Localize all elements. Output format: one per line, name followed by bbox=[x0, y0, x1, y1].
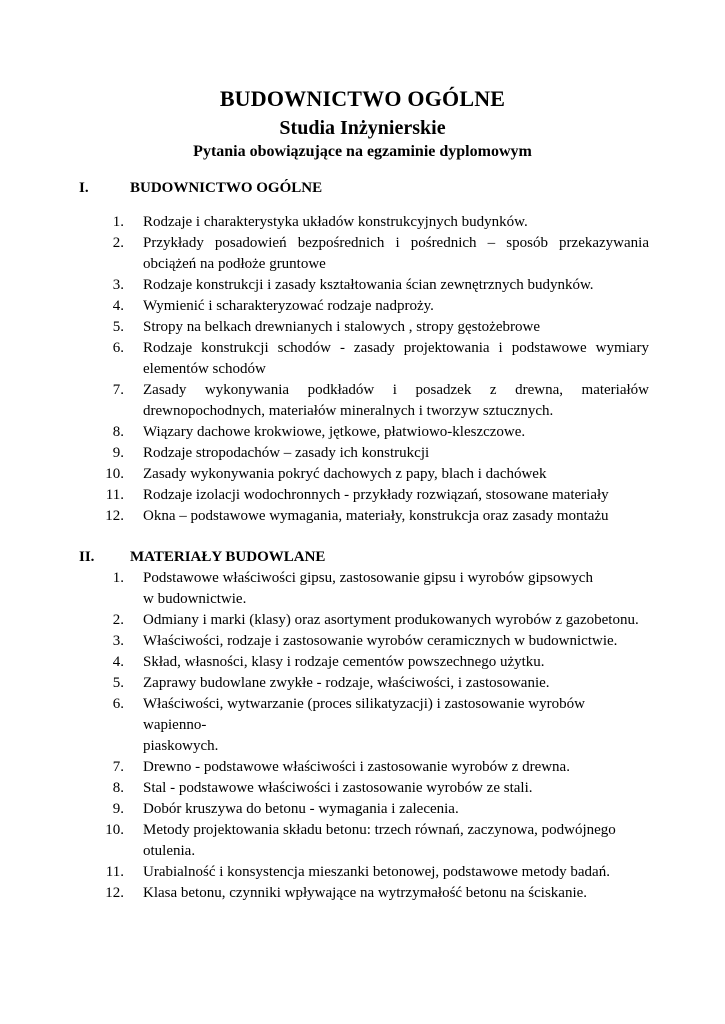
item-text-line: otulenia. bbox=[143, 843, 196, 859]
list-item bbox=[0, 275, 725, 296]
item-number: 8. bbox=[112, 424, 124, 440]
section-numeral: I. bbox=[79, 180, 89, 196]
item-number: 2. bbox=[112, 235, 124, 251]
item-number: 6. bbox=[112, 696, 124, 712]
item-number: 1. bbox=[112, 214, 124, 230]
item-text: Stropy na belkach drewnianych i stalowych , stropy gęstożebrowe bbox=[143, 319, 540, 335]
item-text: Stal - podstawowe właściwości i zastosowanie wyrobów ze stali. bbox=[143, 780, 533, 796]
item-text: Rodzaje konstrukcji i zasady kształtowania ścian zewnętrznych budynków. bbox=[143, 277, 594, 293]
list-item bbox=[0, 212, 725, 233]
document-subheading: Pytania obowiązujące na egzaminie dyplomowym bbox=[193, 143, 532, 160]
list-item bbox=[0, 694, 725, 757]
list-item bbox=[0, 506, 725, 527]
item-text: Odmiany i marki (klasy) oraz asortyment produkowanych wyrobów z gazobetonu. bbox=[143, 612, 639, 628]
item-text: Zasady wykonywania podkładów i posadzek z drewna, materiałów drewnopochodnych, materiałów mineralnych i tworzyw sztucznych. bbox=[143, 382, 649, 419]
item-text bbox=[143, 820, 649, 862]
item-text: Skład, własności, klasy i rodzaje cementów powszechnego użytku. bbox=[143, 654, 545, 670]
list-item bbox=[0, 422, 725, 443]
question-list bbox=[0, 568, 725, 904]
item-text: Rodzaje izolacji wodochronnych - przykłady rozwiązań, stosowane materiały bbox=[143, 487, 609, 503]
item-number: 10. bbox=[105, 822, 124, 838]
item-text-line: Właściwości, wytwarzanie (proces silikatyzacji) i zastosowanie wyrobów wapienno- bbox=[143, 696, 585, 733]
item-text-line: piaskowych. bbox=[143, 738, 219, 754]
item-number: 7. bbox=[112, 759, 124, 775]
item-text-line: w budownictwie. bbox=[143, 591, 247, 607]
list-item bbox=[0, 883, 725, 904]
item-number: 5. bbox=[112, 319, 124, 335]
item-number: 6. bbox=[112, 340, 124, 356]
item-text: Właściwości, rodzaje i zastosowanie wyrobów ceramicznych w budownictwie. bbox=[143, 633, 618, 649]
list-item bbox=[0, 338, 725, 380]
item-number: 11. bbox=[105, 864, 124, 880]
list-item bbox=[0, 296, 725, 317]
item-number: 9. bbox=[112, 445, 124, 461]
item-text: Rodzaje i charakterystyka układów konstrukcyjnych budynków. bbox=[143, 214, 528, 230]
item-number: 7. bbox=[112, 382, 124, 398]
item-number: 12. bbox=[105, 508, 124, 524]
document-title: BUDOWNICTWO OGÓLNE bbox=[219, 86, 506, 111]
item-text-line: Metody projektowania składu betonu: trzech równań, zaczynowa, podwójnego bbox=[143, 822, 616, 838]
document-subtitle: Studia Inżynierskie bbox=[279, 117, 446, 139]
item-number: 12. bbox=[105, 885, 124, 901]
list-item bbox=[0, 568, 725, 610]
item-text: Urabialność i konsystencja mieszanki betonowej, podstawowe metody badań. bbox=[143, 864, 610, 880]
list-item bbox=[0, 380, 725, 422]
list-item bbox=[0, 233, 725, 275]
item-text: Zaprawy budowlane zwykłe - rodzaje, właściwości, i zastosowanie. bbox=[143, 675, 550, 691]
item-number: 4. bbox=[112, 654, 124, 670]
section-budownictwo-ogolne bbox=[0, 180, 725, 527]
item-number: 10. bbox=[105, 466, 124, 482]
item-text bbox=[143, 568, 649, 610]
section-title: MATERIAŁY BUDOWLANE bbox=[130, 549, 326, 565]
section-materialy-budowlane bbox=[0, 549, 725, 904]
item-text: Dobór kruszywa do betonu - wymagania i zalecenia. bbox=[143, 801, 459, 817]
list-item bbox=[0, 317, 725, 338]
item-number: 3. bbox=[112, 277, 124, 293]
section-heading bbox=[0, 180, 725, 202]
question-list bbox=[0, 212, 725, 527]
list-item bbox=[0, 464, 725, 485]
item-text bbox=[143, 694, 649, 757]
section-title: BUDOWNICTWO OGÓLNE bbox=[130, 180, 323, 196]
section-numeral: II. bbox=[79, 549, 95, 565]
item-number: 9. bbox=[112, 801, 124, 817]
item-text: Zasady wykonywania pokryć dachowych z papy, blach i dachówek bbox=[143, 466, 547, 482]
item-text: Przykłady posadowień bezpośrednich i pośrednich – sposób przekazywania obciążeń na podłoże gruntowe bbox=[143, 235, 649, 272]
list-item bbox=[0, 757, 725, 778]
item-number: 5. bbox=[112, 675, 124, 691]
item-text: Rodzaje stropodachów – zasady ich konstrukcji bbox=[143, 445, 430, 461]
item-text: Wymienić i scharakteryzować rodzaje nadproży. bbox=[143, 298, 434, 314]
list-item bbox=[0, 862, 725, 883]
item-number: 1. bbox=[112, 570, 124, 586]
item-number: 4. bbox=[112, 298, 124, 314]
item-number: 2. bbox=[112, 612, 124, 628]
item-number: 8. bbox=[112, 780, 124, 796]
item-text: Okna – podstawowe wymagania, materiały, konstrukcja oraz zasady montażu bbox=[143, 508, 609, 524]
item-number: 11. bbox=[105, 487, 124, 503]
item-text: Rodzaje konstrukcji schodów - zasady projektowania i podstawowe wymiary elementów schodów bbox=[143, 340, 649, 377]
item-text-line: Podstawowe właściwości gipsu, zastosowanie gipsu i wyrobów gipsowych bbox=[143, 570, 593, 586]
list-item bbox=[0, 820, 725, 862]
list-item bbox=[0, 610, 725, 631]
list-item bbox=[0, 778, 725, 799]
list-item bbox=[0, 799, 725, 820]
list-item bbox=[0, 485, 725, 506]
item-text: Klasa betonu, czynniki wpływające na wytrzymałość betonu na ściskanie. bbox=[143, 885, 588, 901]
list-item bbox=[0, 673, 725, 694]
item-text: Wiązary dachowe krokwiowe, jętkowe, płatwiowo-kleszczowe. bbox=[143, 424, 526, 440]
item-text: Drewno - podstawowe właściwości i zastosowanie wyrobów z drewna. bbox=[143, 759, 570, 775]
list-item bbox=[0, 443, 725, 464]
list-item bbox=[0, 652, 725, 673]
list-item bbox=[0, 631, 725, 652]
item-number: 3. bbox=[112, 633, 124, 649]
